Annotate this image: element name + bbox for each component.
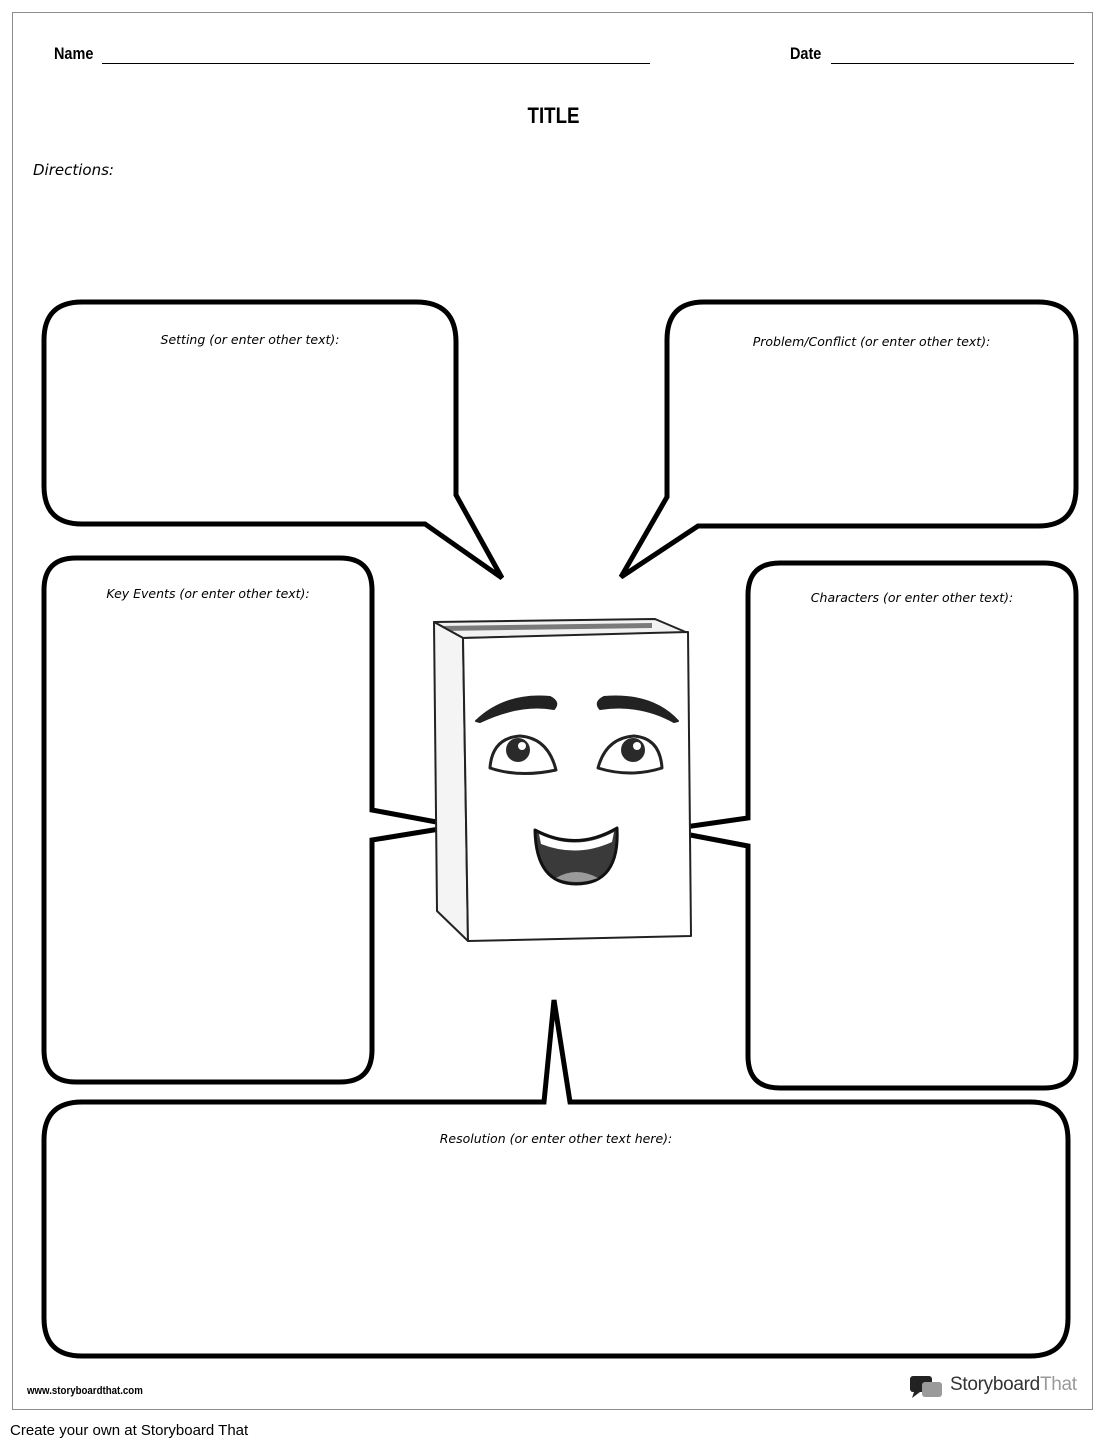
setting-label[interactable]: Setting (or enter other text): xyxy=(160,332,340,347)
brand-light-text: That xyxy=(1039,1374,1077,1395)
logo-spacer xyxy=(908,1373,944,1397)
directions-label[interactable]: Directions: xyxy=(33,161,114,179)
key-events-bubble xyxy=(44,558,458,1082)
brand-wordmark xyxy=(950,1374,1077,1396)
smiling-book-icon xyxy=(434,619,691,941)
characters-bubble xyxy=(664,563,1076,1088)
characters-label[interactable]: Characters (or enter other text): xyxy=(810,590,1014,605)
brand-logo[interactable] xyxy=(908,1373,1077,1397)
resolution-label[interactable]: Resolution (or enter other text here): xyxy=(439,1131,673,1146)
name-label: Name xyxy=(54,44,94,63)
brand-main-text: Storyboard xyxy=(950,1374,1040,1395)
create-your-own-link[interactable]: Create your own at Storyboard That xyxy=(10,1422,249,1439)
key-events-label[interactable]: Key Events (or enter other text): xyxy=(106,586,310,601)
problem-conflict-label[interactable]: Problem/Conflict (or enter other text): xyxy=(752,334,991,349)
footer-url[interactable]: www.storyboardthat.com xyxy=(27,1385,143,1397)
date-label: Date xyxy=(790,44,822,63)
page-title[interactable]: TITLE xyxy=(527,103,580,128)
